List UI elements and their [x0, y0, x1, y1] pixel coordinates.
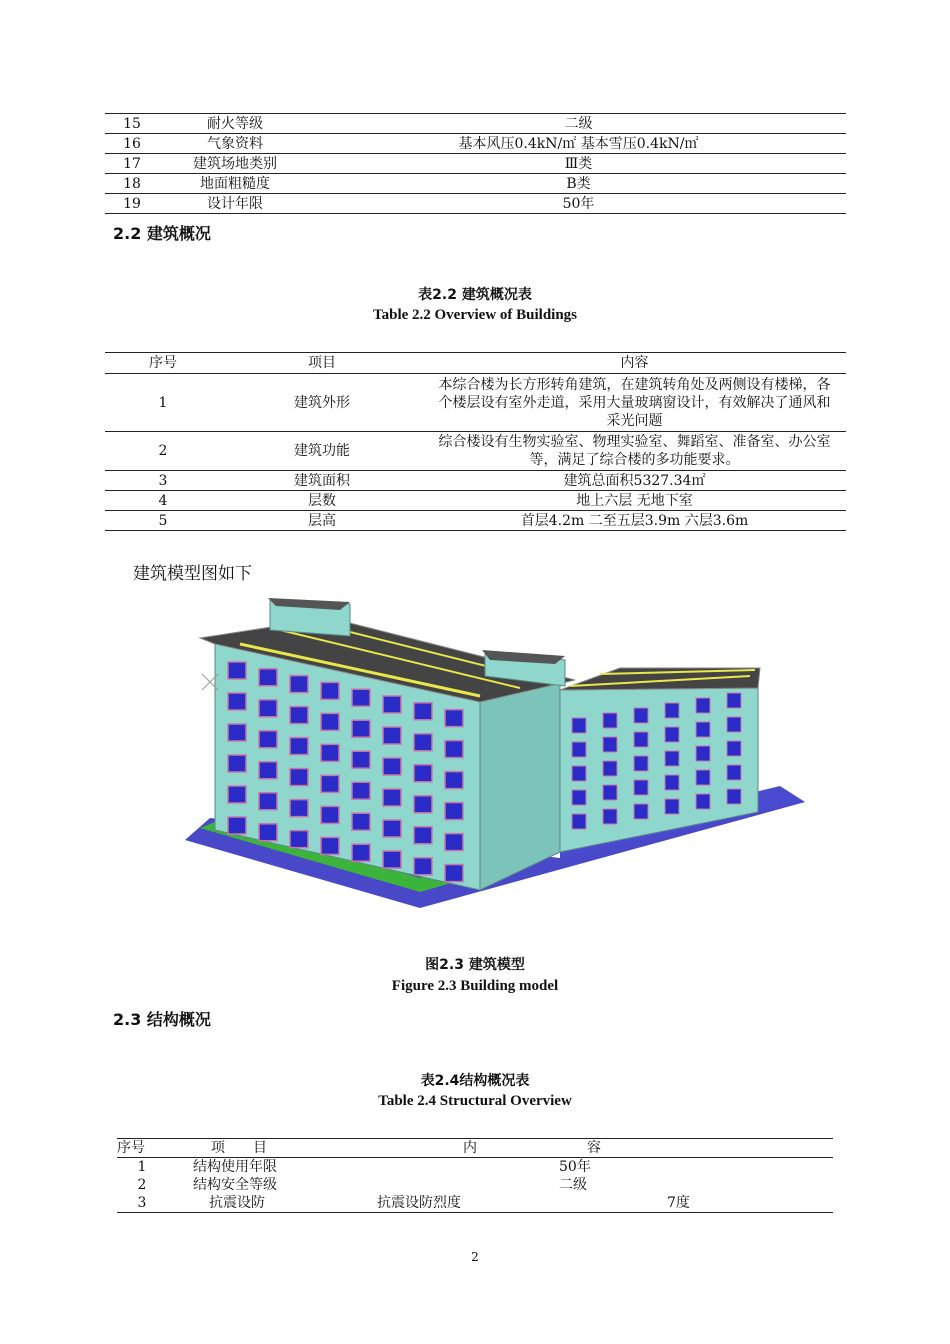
header-content-right: 容 [477, 1139, 833, 1158]
cell-content: 地上六层 无地下室 [423, 491, 846, 511]
cell-item: 设计年限 [159, 194, 311, 214]
figure-caption-en: Figure 2.3 Building model [391, 978, 559, 994]
building-model-figure [180, 590, 820, 930]
cell-no: 1 [105, 374, 221, 432]
window [696, 770, 710, 785]
cell-no: 15 [105, 114, 159, 134]
window [634, 804, 648, 819]
figure-caption-cn: 图2.3 建筑模型 [425, 957, 525, 973]
window [572, 766, 586, 781]
cell-content: 50年 [311, 194, 846, 214]
window [321, 682, 339, 699]
window [665, 751, 679, 766]
window [665, 799, 679, 814]
window [290, 707, 308, 724]
window [321, 713, 339, 730]
basic-info-table [105, 113, 846, 214]
window [696, 698, 710, 713]
window [572, 814, 586, 829]
cell-item: 地面粗糙度 [159, 174, 311, 194]
window [634, 780, 648, 795]
cell-item: 建筑面积 [221, 471, 423, 491]
window [321, 744, 339, 761]
cell-no: 1 [137, 1159, 147, 1175]
table-2-4-caption-en: Table 2.4 Structural Overview [378, 1093, 572, 1109]
window [445, 772, 463, 789]
window [603, 713, 617, 728]
cell-no: 2 [105, 432, 221, 471]
window [572, 742, 586, 757]
window [414, 765, 432, 782]
window [445, 710, 463, 727]
window [634, 732, 648, 747]
cell-content: 建筑总面积5327.34㎡ [423, 471, 846, 491]
window [383, 851, 401, 868]
window [445, 803, 463, 820]
cell-item: 层高 [221, 511, 423, 531]
window [383, 696, 401, 713]
cell-item: 耐火等级 [159, 114, 311, 134]
window [414, 796, 432, 813]
cell-no: 19 [105, 194, 159, 214]
table-row [105, 114, 846, 134]
cell-content: 50年 [559, 1159, 591, 1175]
window [352, 813, 370, 830]
window [290, 738, 308, 755]
window [352, 689, 370, 706]
cell-content: 本综合楼为长方形转角建筑，在建筑转角处及两侧设有楼梯，各个楼层设有室外走道，采用大量玻璃窗设计，有效解决了通风和采光问题 [423, 374, 846, 432]
window [383, 727, 401, 744]
cell-sub [317, 1158, 477, 1177]
window [603, 809, 617, 824]
page-number: 2 [471, 1250, 479, 1264]
cell-no: 3 [117, 1194, 167, 1213]
window [352, 844, 370, 861]
window [228, 662, 246, 679]
header-item: 项 目 [167, 1139, 317, 1158]
window [259, 731, 277, 748]
cell-item: 建筑外形 [221, 374, 423, 432]
table-row [105, 134, 846, 154]
window [634, 708, 648, 723]
window [696, 794, 710, 809]
window [445, 741, 463, 758]
window [259, 669, 277, 686]
window [290, 800, 308, 817]
cell-content: 二级 [311, 114, 846, 134]
window [228, 755, 246, 772]
table-2-4-caption-cn: 表2.4结构概况表 [420, 1073, 530, 1089]
window [572, 718, 586, 733]
window [414, 858, 432, 875]
cell-no: 16 [105, 134, 159, 154]
cell-no: 3 [105, 471, 221, 491]
cell-no: 17 [105, 154, 159, 174]
section-heading-2-3: 2.3 结构概况 [113, 1010, 211, 1029]
window [603, 737, 617, 752]
window [727, 693, 741, 708]
window [290, 676, 308, 693]
window [727, 717, 741, 732]
cell-content: 二级 [559, 1177, 587, 1193]
cell-item: 结构使用年限 [193, 1159, 277, 1175]
window [259, 824, 277, 841]
window [290, 831, 308, 848]
window [414, 703, 432, 720]
window [603, 761, 617, 776]
cell-content: 基本风压0.4kN/㎡ 基本雪压0.4kN/㎡ [311, 134, 846, 154]
window [321, 837, 339, 854]
window [228, 786, 246, 803]
window [352, 751, 370, 768]
window [696, 722, 710, 737]
structural-overview-table [117, 1138, 833, 1213]
header-no: 序号 [105, 353, 221, 374]
window [228, 724, 246, 741]
window [228, 693, 246, 710]
window [696, 746, 710, 761]
window [414, 734, 432, 751]
cell-item: 抗震设防 [167, 1194, 317, 1213]
table-row [105, 154, 846, 174]
window [352, 720, 370, 737]
cell-content: 综合楼设有生物实验室、物理实验室、舞蹈室、准备室、办公室等，满足了综合楼的多功能要求。 [423, 432, 846, 471]
window [665, 703, 679, 718]
cell-no: 5 [105, 511, 221, 531]
cell-content: B类 [311, 174, 846, 194]
model-intro-text: 建筑模型图如下 [133, 564, 252, 584]
window [603, 785, 617, 800]
window [727, 765, 741, 780]
window [228, 817, 246, 834]
window [321, 775, 339, 792]
cell-content: 首层4.2m 二至五层3.9m 六层3.6m [423, 511, 846, 531]
cell-sub [317, 1176, 477, 1194]
header-content: 内容 [423, 353, 846, 374]
window [414, 827, 432, 844]
table-2-2-caption-cn: 表2.2 建筑概况表 [418, 287, 532, 303]
cell-content: Ⅲ类 [311, 154, 846, 174]
table-2-2-caption-en: Table 2.2 Overview of Buildings [372, 307, 578, 323]
window [259, 762, 277, 779]
header-item: 项目 [221, 353, 423, 374]
table-row [105, 194, 846, 214]
window [290, 769, 308, 786]
window [727, 741, 741, 756]
window [383, 820, 401, 837]
window [572, 790, 586, 805]
building-overview-table [105, 352, 846, 531]
cell-item: 建筑场地类别 [159, 154, 311, 174]
window [665, 775, 679, 790]
window [445, 834, 463, 851]
window [259, 700, 277, 717]
window [634, 756, 648, 771]
cell-item: 建筑功能 [221, 432, 423, 471]
window [321, 806, 339, 823]
cell-item: 层数 [221, 491, 423, 511]
section-heading-2-2: 2.2 建筑概况 [113, 224, 211, 243]
cell-content: 7度 [477, 1194, 833, 1213]
table-row [105, 174, 846, 194]
header-no: 序号 [117, 1139, 167, 1158]
window [383, 789, 401, 806]
cell-item: 结构安全等级 [193, 1177, 277, 1193]
header-content-left: 内 [317, 1139, 477, 1158]
window [259, 793, 277, 810]
cell-no: 2 [137, 1177, 147, 1193]
cell-item: 气象资料 [159, 134, 311, 154]
window [383, 758, 401, 775]
cell-sub: 抗震设防烈度 [317, 1194, 477, 1213]
window [665, 727, 679, 742]
window [445, 865, 463, 882]
window [727, 789, 741, 804]
cell-no: 18 [105, 174, 159, 194]
cell-no: 4 [105, 491, 221, 511]
window [352, 782, 370, 799]
